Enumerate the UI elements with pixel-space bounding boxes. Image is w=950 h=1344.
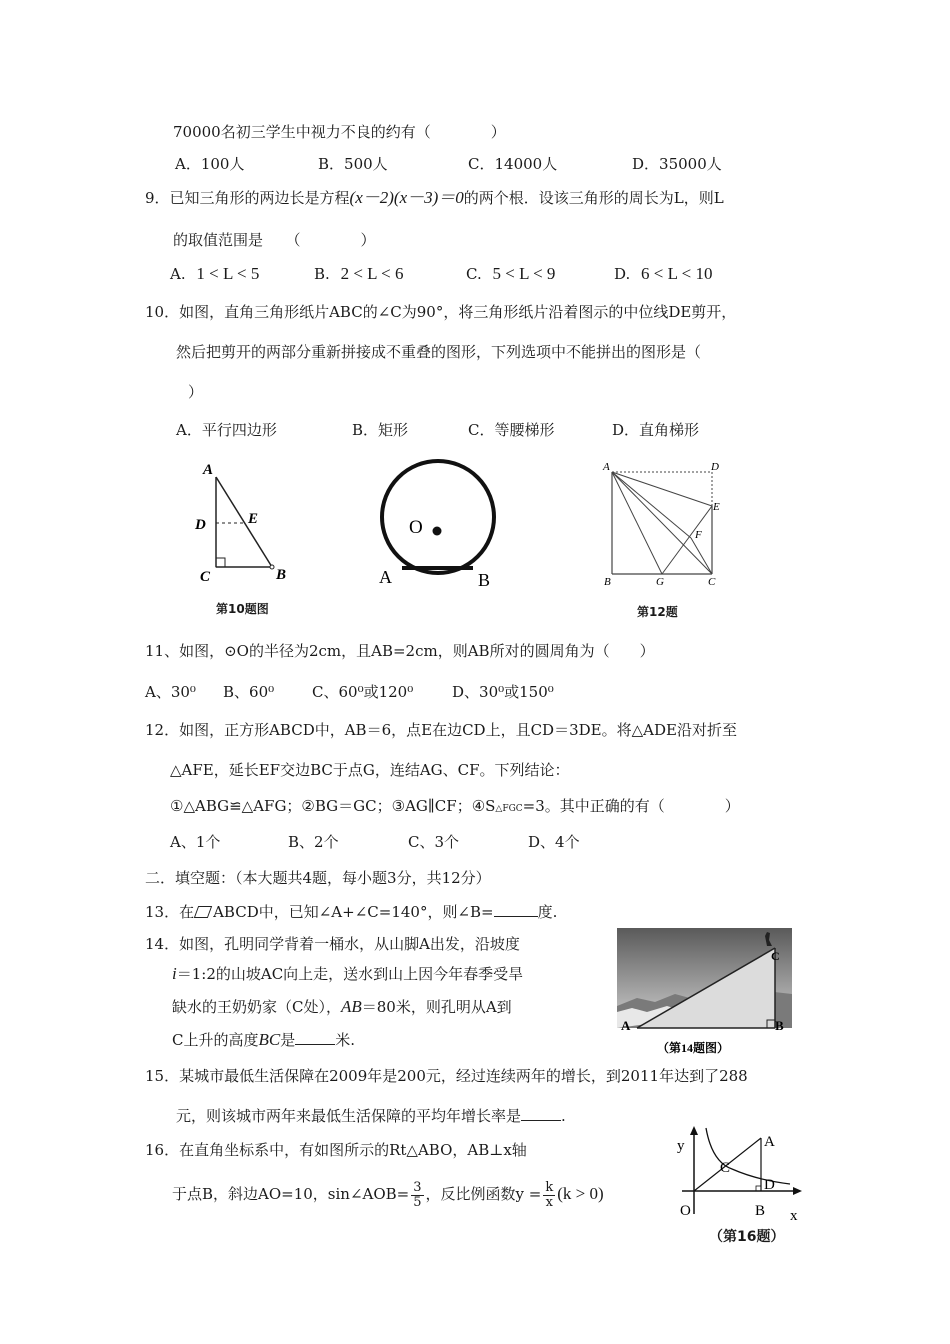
q16-k-den: x	[545, 1194, 553, 1210]
q14-ab-symbol: AB	[340, 997, 362, 1016]
q14-line4	[172, 1030, 355, 1050]
q16-label-d: D	[764, 1177, 775, 1193]
q12-line3-b: =3。其中正确的有（ ）	[522, 797, 740, 815]
q12-figure-caption: 第12题	[637, 605, 678, 619]
q8-option-d: D．35000人	[632, 155, 722, 173]
q8-stem: 70000名初三学生中视力不良的约有（ ）	[173, 123, 506, 141]
q15-line2-a: 元，则该城市两年来最低生活保障的平均年增长率是	[176, 1107, 522, 1125]
q16-line2	[172, 1178, 604, 1210]
q12-label-b: B	[604, 576, 611, 588]
q14-line3	[172, 997, 512, 1017]
q15-line1: 15．某城市最低生活保障在2009年是200元，经过连续两年的增长，到2011年达到了288	[145, 1067, 748, 1085]
q16-line1: 16．在直角坐标系中，有如图所示的Rt△ABO，AB⊥x轴	[145, 1141, 527, 1159]
q16-label-o: O	[680, 1203, 691, 1219]
q14-line3-b: ＝80米，则孔明从A到	[361, 998, 512, 1016]
q9-option-b-expr: 2 < L < 6	[340, 264, 404, 283]
q12-label-f: F	[695, 529, 702, 541]
q12-option-b: B、2个	[288, 833, 339, 851]
q9-option-a-expr: 1 < L < 5	[196, 264, 260, 283]
q9-text-b: 的两个根．设该三角形的周长为L，则L	[463, 189, 724, 207]
q14-line4-a: C上升的高度	[172, 1031, 259, 1049]
q14-line4-c: 米.	[335, 1031, 356, 1049]
q10-option-a: A．平行四边形	[176, 421, 277, 439]
q15-line2-b: .	[561, 1107, 566, 1125]
q12-option-a: A、1个	[170, 833, 221, 851]
q9-option-c-label: C.	[466, 265, 482, 283]
q11-label-o: O	[409, 517, 423, 538]
q12-line1: 12．如图，正方形ABCD中，AB＝6，点E在边CD上，且CD＝3DE。将△ADE沿对折至	[145, 721, 737, 739]
q16-frac-den: 5	[413, 1194, 422, 1210]
q13-text-a: 13．在	[145, 903, 195, 921]
parallelogram-icon	[194, 906, 212, 918]
q11-label-b: B	[478, 570, 491, 587]
q14-line3-a: 缺水的王奶奶家（C处），	[172, 998, 341, 1016]
q14-figure-caption: （第14题图）	[657, 1041, 730, 1055]
q16-label-x: x	[790, 1208, 798, 1222]
q16-figure-caption: （第16题）	[709, 1229, 785, 1245]
q11-option-b: B、60⁰	[223, 683, 275, 701]
q13-text-c: 度.	[537, 903, 558, 921]
q10-figure-caption: 第10题图	[216, 602, 269, 616]
q11-option-a: A、30⁰	[145, 683, 196, 701]
q9-text-a: 9．已知三角形的两边长是方程	[145, 189, 350, 207]
q10-label-b: B	[276, 567, 287, 583]
q9-line2: 的取值范围是 （ ）	[173, 231, 376, 249]
q14-label-a: A	[621, 1018, 631, 1033]
q10-option-b: B．矩形	[352, 421, 409, 439]
q16-k-fraction	[543, 1181, 555, 1210]
q15-answer-blank[interactable]	[521, 1106, 561, 1121]
q15-line2	[176, 1106, 566, 1126]
q9-option-a	[170, 264, 259, 284]
q14-label-c: C	[771, 949, 780, 963]
q12-figure	[598, 458, 733, 590]
q10-line2: 然后把剪开的两部分重新拼接成不重叠的图形，下列选项中不能拼出的图形是（	[176, 343, 702, 361]
q16-k-num: k	[545, 1179, 554, 1195]
q16-figure	[662, 1122, 812, 1222]
q9-option-a-label: A.	[170, 265, 186, 283]
q14-bc-symbol: BC	[258, 1030, 281, 1049]
q9-option-b-label: B.	[314, 265, 330, 283]
section-2-heading: 二．填空题：（本大题共4题，每小题3分，共12分）	[145, 869, 491, 887]
q16-label-y: y	[677, 1138, 685, 1154]
q10-line1: 10．如图，直角三角形纸片ABC的∠C为90°，将三角形纸片沿着图示的中位线DE剪开，	[145, 303, 737, 321]
q9-option-b	[314, 264, 404, 284]
q12-line3-sub: △FGC	[495, 804, 523, 814]
q10-label-a: A	[203, 462, 214, 478]
q16-label-a: A	[764, 1134, 775, 1150]
q9-option-d-expr: 6 < L < 10	[641, 264, 713, 283]
q13-text-b: ABCD中，已知∠A+∠C=140°，则∠B=	[213, 903, 494, 921]
q16-line2-b: ，反比例函数y =	[425, 1185, 542, 1203]
q9-option-d	[614, 264, 712, 284]
q12-line3-a: ①△ABG≌△AFG；②BG＝GC；③AG∥CF；④S	[170, 797, 496, 815]
q11-option-c: C、60⁰或120⁰	[312, 683, 414, 701]
q12-line2: △AFE，延长EF交边BC于点G，连结AG、CF。下列结论：	[170, 761, 570, 779]
q14-line2-text: ＝1:2的山坡AC向上走，送水到山上因今年春季受旱	[176, 965, 524, 983]
q11-label-a: A	[379, 567, 392, 587]
q14-line4-b: 是	[280, 1031, 296, 1049]
q16-line2-a: 于点B，斜边AO=10，sin∠AOB=	[172, 1185, 410, 1203]
q10-label-e: E	[248, 511, 259, 527]
q14-line1: 14．如图，孔明同学背着一桶水，从山脚A出发，沿坡度	[145, 935, 520, 953]
q14-figure	[617, 928, 792, 1058]
q10-figure	[188, 455, 298, 585]
q14-line2	[172, 964, 523, 984]
q16-sine-fraction	[411, 1181, 423, 1210]
q8-option-c: C．14000人	[468, 155, 558, 173]
q11-option-d: D、30⁰或150⁰	[452, 683, 554, 701]
q8-option-a: A．100人	[175, 155, 245, 173]
q12-label-g: G	[656, 576, 664, 588]
q8-option-b: B．500人	[318, 155, 388, 173]
q13-answer-blank[interactable]	[494, 902, 538, 917]
q10-option-c: C．等腰梯形	[468, 421, 555, 439]
q10-label-c: C	[200, 569, 211, 585]
q12-label-c: C	[708, 576, 716, 588]
q16-label-b: B	[755, 1203, 766, 1219]
q10-label-d: D	[195, 517, 206, 533]
q16-frac-num: 3	[413, 1179, 422, 1195]
q12-label-e: E	[713, 501, 720, 513]
q14-label-b: B	[775, 1018, 784, 1033]
q14-slope-symbol: i	[172, 964, 177, 983]
q9-option-c-expr: 5 < L < 9	[492, 264, 556, 283]
q12-option-d: D、4个	[528, 833, 580, 851]
q13-line	[145, 902, 557, 922]
q11-stem: 11、如图，⊙O的半径为2cm，且AB=2cm，则AB所对的圆周角为（ ）	[145, 642, 655, 660]
q9-option-d-label: D.	[614, 265, 631, 283]
q12-label-a: A	[603, 461, 610, 473]
q10-line3: ）	[188, 383, 204, 401]
q10-option-d: D．直角梯形	[612, 421, 700, 439]
q16-line2-c: (k > 0)	[557, 1184, 604, 1203]
q9-equation: (x－2)(x－3)＝0	[349, 188, 464, 207]
q14-answer-blank[interactable]	[295, 1030, 335, 1045]
q9-option-c	[466, 264, 555, 284]
q12-line3	[170, 796, 740, 819]
q16-label-c: C	[720, 1160, 731, 1176]
q12-option-c: C、3个	[408, 833, 460, 851]
q12-label-d: D	[711, 461, 719, 473]
q11-figure	[372, 455, 512, 587]
q9-line1	[145, 188, 724, 208]
